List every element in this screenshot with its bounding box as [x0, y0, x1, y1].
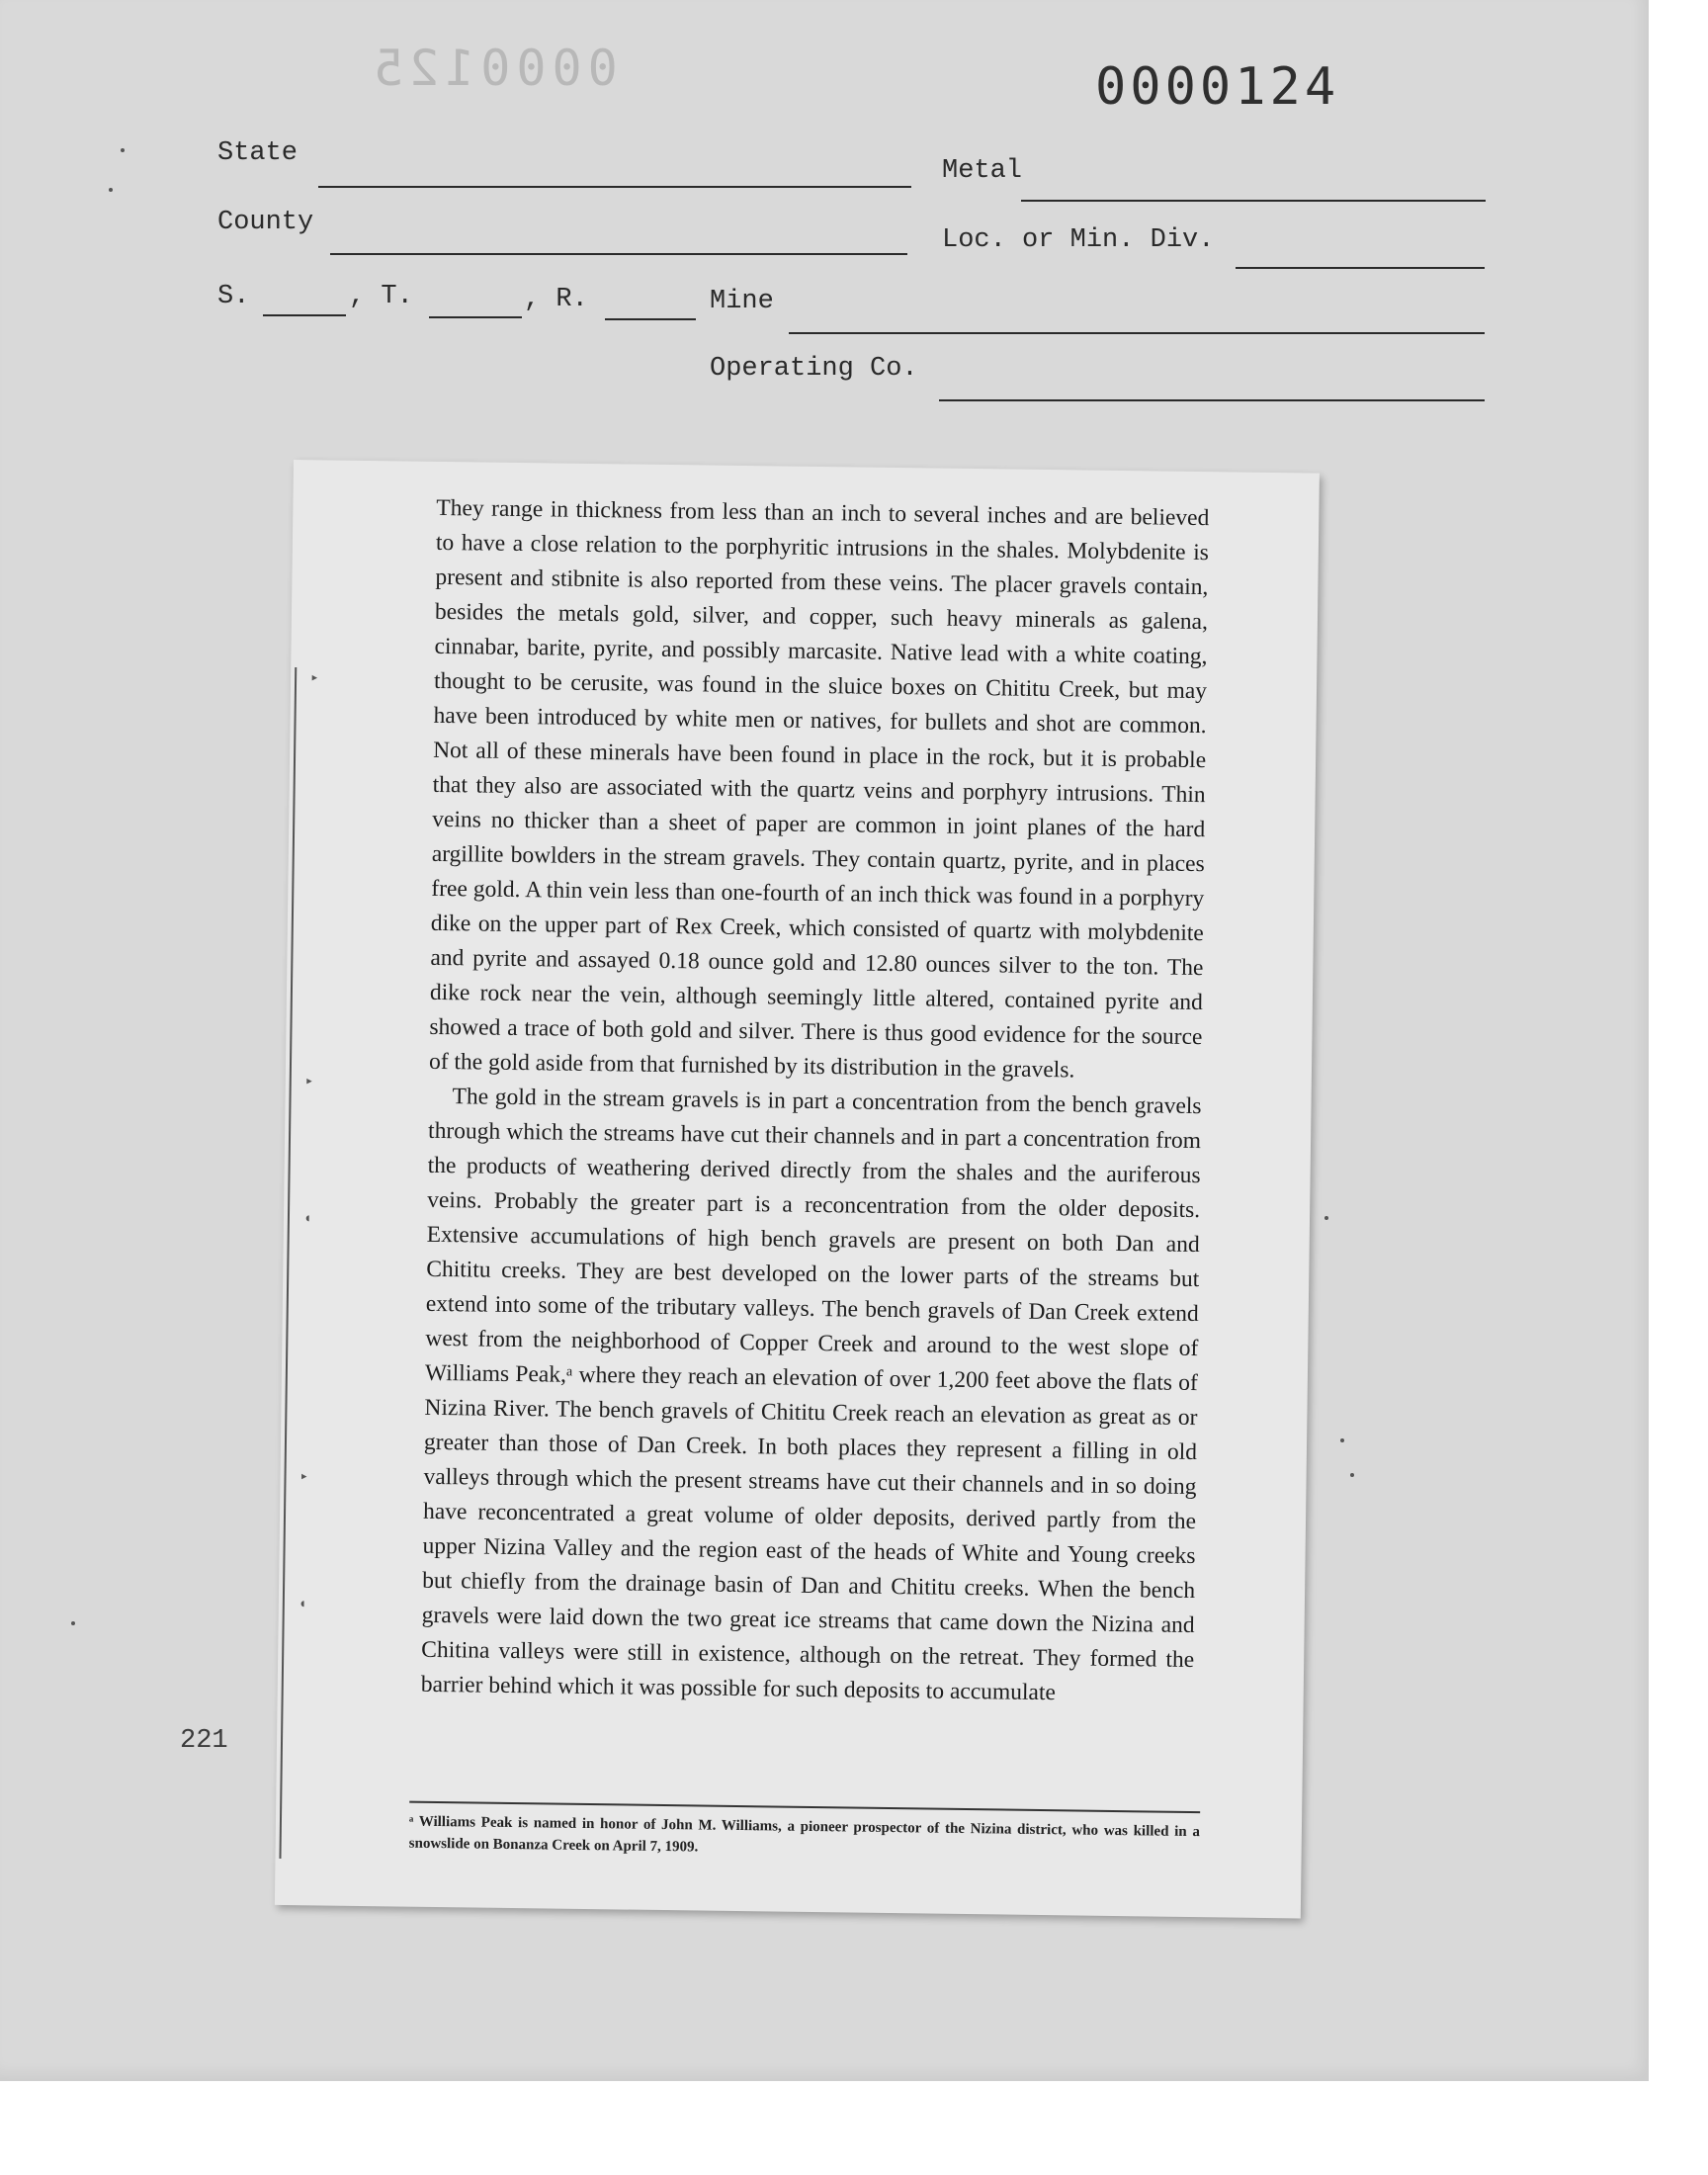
scan-speck: [71, 1621, 75, 1625]
clipping-body: [421, 491, 1210, 1712]
clipping-paragraph: The gold in the stream gravels is in part a concentration from the bench gravels through which the streams have cut their channels and in part a concentration from the products of weathering derived directly from the shales and the auriferous veins. Probably the greater part is a reconcentration from the older deposits. Extensive accumulations of high bench gravels are present on both Dan and Chititu creeks. They are best developed on the lower parts of the streams but extend into some of the tributary valleys. The bench gravels of Dan Creek extend west from the neighborhood of Copper Creek and around to the west slope of Williams Peak,ᵃ where they reach an elevation of over 1,200 feet above the flats of Nizina River. The bench gravels of Chititu Creek reach an elevation as great as or greater than those of Dan Creek. In both places they represent a filling in old valleys through which the present streams have cut their channels and in so doing have reconcentrated a great volume of older deposits, derived partly from the upper Nizina Valley and the region east of the heads of White and Young creeks but chiefly from the drainage basin of Dan and Chititu creeks. When the bench gravels were laid down the two great ice streams that came down the Nizina and Chitina valleys were still in existence, although on the retreat. They formed the barrier behind which it was possible for such deposits to accumulate: [420, 1084, 1202, 1706]
scan-speck: [1324, 1216, 1328, 1220]
loc-field-line: [1236, 267, 1485, 269]
scan-speck: [121, 148, 125, 152]
scan-speck: [1340, 1438, 1344, 1442]
mine-field-line: [789, 332, 1485, 334]
metal-field-line: [1021, 200, 1486, 202]
clipping-margin-line: [279, 667, 297, 1859]
margin-mark: ▸: [310, 670, 319, 687]
section-label: S.: [217, 282, 250, 311]
state-label: State: [217, 138, 299, 168]
county-field-line: [330, 253, 907, 255]
pasted-clipping: [275, 460, 1320, 1918]
mine-label: Mine: [710, 287, 774, 316]
page-number: 221: [180, 1726, 228, 1756]
margin-mark: ◖: [302, 1211, 312, 1228]
loc-min-div-label: Loc. or Min. Div.: [942, 225, 1215, 255]
scan-speck: [109, 188, 113, 192]
range-field-line: [605, 318, 696, 320]
metal-label: Metal: [942, 156, 1023, 186]
county-label: County: [217, 208, 314, 237]
township-label: , T.: [349, 282, 413, 311]
margin-mark: ▸: [304, 1074, 314, 1090]
scan-speck: [1350, 1473, 1354, 1477]
margin-mark: ◖: [298, 1597, 307, 1613]
footnote: ᵃ Williams Peak is named in honor of John M. Williams, a pioneer prospector of the Nizina district, who was killed in a snowslide on Bonanza Creek on April 7, 1909.: [408, 1813, 1201, 1856]
range-label: , R.: [524, 285, 588, 314]
clipping-paragraph: They range in thickness from less than an inch to several inches and are believed to have a close relation to the porphyritic intrusions in the shales. Molybdenite is present and stibnite is also reported from these veins. The placer gravels contain, besides the metals gold, silver, and copper, such heavy minerals as galena, cinnabar, barite, pyrite, and possibly marcasite. Native lead with a white coating, thought to be cerusite, was found in the sluice boxes on Chititu Creek, but may have been introduced by white men or natives, for bullets and shot are common. Not all of these minerals have been found in place in the rock, but it is probable that they also are associated with the quartz veins and porphyry intrusions. Thin veins no thicker than a sheet of paper are common in joint planes of the hard argillite bowlders in the stream gravels. They contain quartz, pyrite, and in places free gold. A thin vein less than one-fourth of an inch thick was found in a porphyry dike on the upper part of Rex Creek, which consisted of quartz with molybdenite and pyrite and assayed 0.18 ounce gold and 12.80 ounces silver to the ton. The dike rock near the vein, although seemingly little altered, contained pyrite and showed a trace of both gold and silver. There is thus good evidence for the source of the gold aside from that furnished by its distribution in the gravels.: [428, 494, 1210, 1084]
section-field-line: [263, 314, 346, 316]
margin-mark: ▸: [299, 1469, 309, 1486]
operating-co-field-line: [939, 399, 1485, 401]
operating-co-label: Operating Co.: [710, 354, 918, 384]
state-field-line: [318, 186, 911, 188]
ghost-card-number: 0000125: [368, 40, 618, 97]
township-field-line: [429, 316, 522, 318]
card-number: 0000124: [1095, 57, 1340, 117]
